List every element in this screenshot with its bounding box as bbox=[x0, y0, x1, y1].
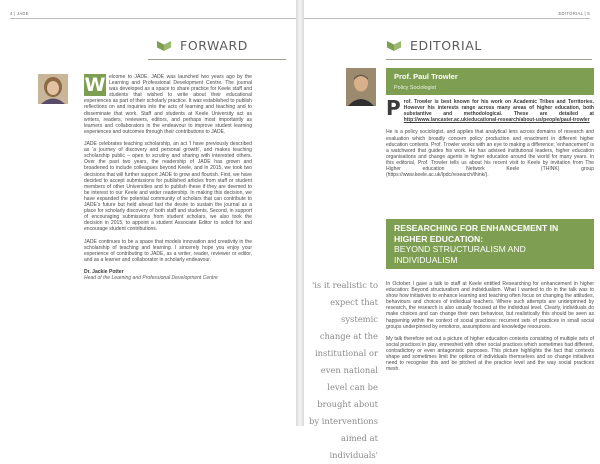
forward-body bbox=[84, 74, 252, 281]
section-title-forward bbox=[156, 38, 248, 53]
portrait-woman-icon bbox=[38, 74, 68, 104]
profile-link[interactable]: http://www.lancaster.ac.uk/educational-research/about-us/people/paul-trowler bbox=[403, 117, 590, 124]
section-title-label: FORWARD bbox=[180, 38, 248, 53]
article-paragraph-1: In October I gave a talk to staff at Keele entitled Researching for enhancement in higher education: Beyond structuralism and individualism. What I wanted to do in the talk was to show how initiatives to enhance learning and teaching often focus on changing the attitudes, behaviours and choices of individual teachers. Where such attempts are underpinned by research, the research is also usually focused at the individual level. Clearly, individuals do make choices and can change their own behaviour, but realistically this should be seen as happening within the context of social practices: recurrent sets of practices in small social groups underpinned by emotions, assumptions and knowledge resources. bbox=[386, 281, 594, 330]
portrait-man-icon bbox=[346, 68, 376, 106]
right-page bbox=[304, 0, 600, 460]
dropcap-w: W bbox=[84, 74, 106, 96]
forward-paragraph-2: JADE celebrates teaching scholarship, an act 'I have previously described as 'a journey of discovery and personal growth', and makes teaching scholarship public – open to scrutiny and sharing with interested others. Over the past two years, the readership of JADE has grown and broadened to include colleagues beyond Keele, and in 2015, we took two decisions that will further support JADE to grow and flourish. First, we have decided to accept submissions for published articles from staff or student members of other Universities and to publish these if they are deemed to be interest to our Keele and wider readership. In making this decision, we have expanded the potential community of scholars that can contribute to JADE's future but held ahead fast the desire to sustain the journal as a place for scholarly discovery of both staff and students. Second, in support of encouraging submissions from student scholars, we also took the decision in 2015, to appoint a student Associate Editor to solicit for and encourage student contributions. bbox=[84, 141, 252, 233]
header-rule bbox=[304, 18, 590, 19]
article-heading-light: BEYOND STRUCTURALISM AND INDIVIDUALISM bbox=[394, 244, 526, 265]
title-rule bbox=[386, 59, 592, 60]
header-rule bbox=[10, 18, 296, 19]
section-title-label: EDITORIAL bbox=[410, 38, 482, 53]
bio-role: Policy Sociologist bbox=[394, 85, 436, 91]
article-heading-bold: RESEARCHING FOR ENHANCEMENT IN HIGHER EDUCATION: bbox=[394, 223, 559, 244]
editorial-intro-body bbox=[386, 96, 594, 184]
dropcap-p: P bbox=[386, 96, 401, 120]
forward-para1-text: elcome to JADE. JADE was launched two years ago by the Learning and Professional Development Centre. The journal was developed as a space to share practice for Keele staff and students that wished to write about their educational experiences as part of their scholarly practice. It was established to publish reflections on and inquiries into the acts of learning and teaching and to disseminate that work. Staff and students at Keele University act as writers, readers, reviewers, editors, and perhaps most importantly as learners and collaborators in the endeavour to improve student learning experiences and outcomes through their contributions to JADE. bbox=[84, 74, 252, 135]
running-head-right: EDITORIAL | 5 bbox=[558, 11, 590, 16]
section-title-editorial bbox=[386, 38, 482, 53]
bio-name: Prof. Paul Trowler bbox=[394, 72, 458, 81]
article-paragraph-2: My talk therefore set out a picture of higher education contexts consisting of multiple sets of social practices in play, enmeshed with other social practices which sometimes had different, contradictory or even antagonistic purposes. This picture highlights the fact that contexts shape and sometimes limit the options of individuals themselves and so change initiatives need to recognise this and be pitched at the practice level and the way social practices mesh. bbox=[386, 335, 594, 373]
signature-role: Head of the Learning and Professional Development Centre bbox=[84, 275, 218, 282]
signature-name: Dr. Jackie Potter bbox=[84, 269, 124, 275]
article-heading bbox=[386, 219, 594, 269]
running-head-left: 4 | JADE bbox=[10, 11, 29, 16]
forward-paragraph-3: JADE continues to be a space that models innovation and creativity in the scholarship of teaching and learning. I sincerely hope you enjoy your experience of contributing to JADE, as a writer, reader, reviewer or editor, and as a learner and collaborator in scholarly endeavour. bbox=[84, 238, 252, 263]
intro-bold-text: rof. Trowler is best known for his work on Academic Tribes and Territories. However his interests range across many areas of higher education, both substantive and methodological. These are detailed at bbox=[403, 99, 594, 118]
folded-leaf-icon bbox=[386, 40, 402, 52]
folded-leaf-icon bbox=[156, 40, 172, 52]
man-portrait-photo bbox=[346, 68, 376, 106]
editorial-paragraph-2: He is a policy sociologist, and applies that analytical lens across domains of research and evaluation which broadly concern policy production and enactment in different higher education contexts. Prof. Trowler works with an eye to making a difference; 'enhancement' is a watchword that guides his work. He has advised institutional leaders, higher education organisations and change agents in higher education around the world for many years. In this editorial, Prof. Trowler tells us about his recent visit to Keele by invitation from The Higher education Network Keele (THINK) group (https://www.keele.ac.uk/lpdc/research/think/). bbox=[386, 129, 594, 179]
page-gutter bbox=[296, 0, 304, 426]
bio-box bbox=[386, 68, 594, 95]
title-rule bbox=[148, 59, 286, 60]
article-body bbox=[386, 281, 594, 379]
forward-paragraph-1 bbox=[84, 74, 252, 135]
pull-quote: 'is it realistic to expect that systemic change at the institutional or even national level can be brought about by interventions aimed at individuals' bbox=[308, 280, 378, 460]
editorial-paragraph-1 bbox=[386, 96, 594, 124]
left-page bbox=[0, 0, 296, 426]
woman-portrait-photo bbox=[38, 74, 68, 104]
